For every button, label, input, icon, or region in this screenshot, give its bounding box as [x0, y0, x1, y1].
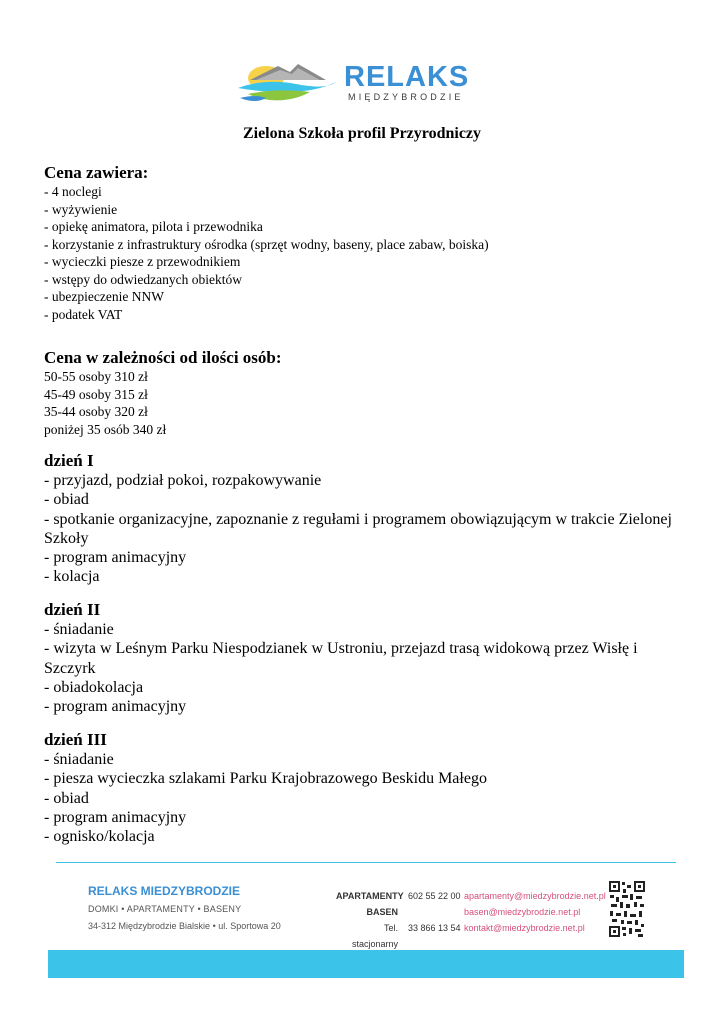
- day-3-list: [44, 750, 674, 846]
- price-by-group-list: [44, 368, 282, 438]
- list-item: - ubezpieczenie NNW: [44, 289, 164, 304]
- day-1-list: [44, 471, 674, 587]
- footer-email-link[interactable]: kontakt@miedzybrodzie.net.pl: [464, 923, 585, 933]
- brand-name: RELAKS: [344, 61, 470, 93]
- list-item: - spotkanie organizacyjne, zapoznanie z regułami i programem obowiązującym w trakcie Zielonej Szkoły: [44, 510, 672, 547]
- list-item: - kolacja: [44, 568, 100, 586]
- list-item: poniżej 35 osób 340 zł: [44, 421, 167, 437]
- day-3-title: dzień III: [44, 730, 107, 749]
- list-item: - wycieczki piesze z przewodnikiem: [44, 254, 241, 269]
- footer-email-link[interactable]: basen@miedzybrodzie.net.pl: [464, 907, 581, 917]
- list-item: 35-44 osoby 320 zł: [44, 404, 148, 419]
- footer-services: DOMKI • APARTAMENTY • BASENY: [88, 904, 242, 914]
- list-item: - obiad: [44, 789, 89, 807]
- qr-code-icon: [608, 880, 646, 938]
- footer-label: Tel. stacjonarny: [351, 923, 398, 949]
- price-by-group-section: [44, 348, 282, 438]
- day-3-section: [44, 730, 674, 846]
- list-item: - wizyta w Leśnym Parku Niespodzianek w Ustroniu, przejazd trasą widokową przez Wisłę i Szczyrk: [44, 640, 638, 677]
- list-item: - obiad: [44, 491, 89, 509]
- list-item: - przyjazd, podział pokoi, rozpakowywanie: [44, 472, 322, 489]
- day-2-title: dzień II: [44, 600, 101, 619]
- footer-bar: [48, 950, 684, 978]
- day-1-section: [44, 451, 674, 587]
- list-item: - obiadokolacja: [44, 678, 144, 696]
- footer-company-name: RELAKS MIEDZYBRODZIE: [88, 884, 241, 898]
- brand-subtitle: MIĘDZYBRODZIE: [348, 92, 464, 102]
- list-item: - program animacyjny: [44, 549, 187, 567]
- list-item: - piesza wycieczka szlakami Parku Krajobrazowego Beskidu Małego: [44, 770, 487, 788]
- list-item: - śniadanie: [44, 621, 114, 638]
- day-1-title: dzień I: [44, 451, 94, 470]
- footer-email-link[interactable]: apartamenty@miedzybrodzie.net.pl: [464, 891, 606, 901]
- footer-label: APARTAMENTY: [336, 891, 404, 901]
- list-item: - wstępy do odwiedzanych obiektów: [44, 271, 242, 287]
- list-item: - opiekę animatora, pilota i przewodnika: [44, 219, 263, 234]
- footer-address: 34-312 Międzybrodzie Bialskie • ul. Sportowa 20: [88, 921, 281, 931]
- price-includes-heading: Cena zawiera:: [44, 163, 149, 182]
- footer-divider: [56, 862, 676, 863]
- list-item: - ognisko/kolacja: [44, 828, 155, 846]
- list-item: 50-55 osoby 310 zł: [44, 369, 148, 384]
- logo: [236, 58, 496, 108]
- footer-phone[interactable]: 33 866 13 54: [408, 923, 461, 933]
- footer-contact-labels: [336, 888, 404, 952]
- day-2-list: [44, 620, 674, 716]
- list-item: - korzystanie z infrastruktury ośrodka (sprzęt wodny, baseny, place zabaw, boiska): [44, 236, 489, 252]
- list-item: 45-49 osoby 315 zł: [44, 386, 148, 402]
- footer-phone[interactable]: 602 55 22 00: [408, 891, 461, 901]
- list-item: - wyżywienie: [44, 201, 118, 217]
- price-includes-section: [44, 163, 489, 323]
- document-title: Zielona Szkoła profil Przyrodniczy: [242, 125, 482, 142]
- list-item: - program animacyjny: [44, 698, 187, 716]
- list-item: - program animacyjny: [44, 808, 187, 826]
- list-item: - podatek VAT: [44, 306, 123, 322]
- price-by-group-heading: Cena w zależności od ilości osób:: [44, 348, 282, 367]
- footer-label: BASEN: [366, 907, 398, 917]
- footer-emails: [464, 888, 606, 936]
- price-includes-list: [44, 183, 489, 323]
- footer-phones: [408, 888, 461, 936]
- logo-mountain-icon: [236, 58, 340, 108]
- footer: [56, 876, 676, 949]
- footer-phone: [408, 904, 461, 920]
- day-2-section: [44, 600, 674, 716]
- list-item: - śniadanie: [44, 751, 114, 768]
- list-item: - 4 noclegi: [44, 184, 102, 199]
